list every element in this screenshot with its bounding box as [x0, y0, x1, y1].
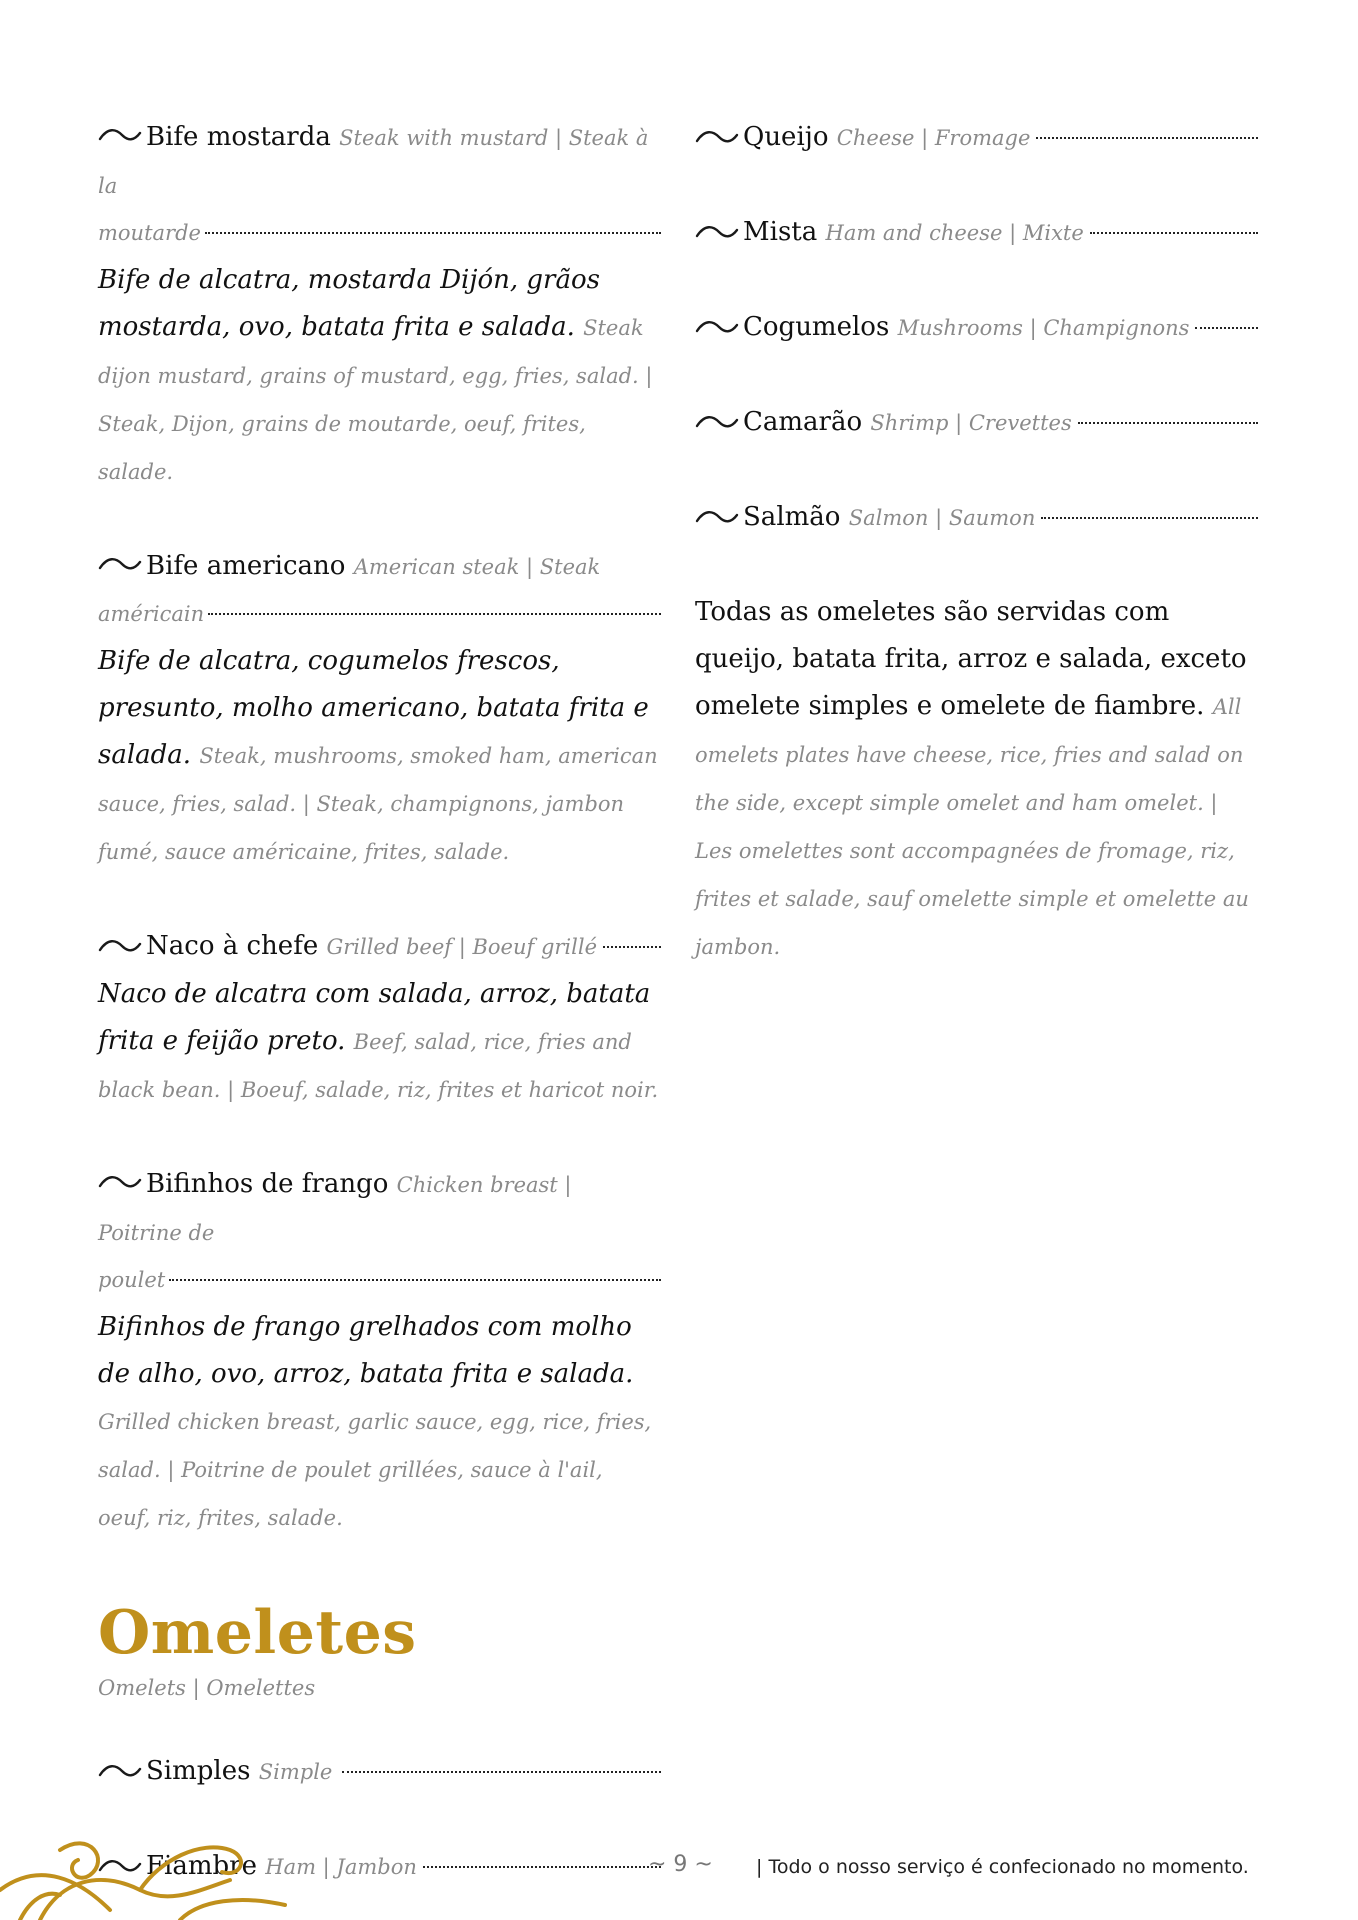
item-name: Bife mostarda	[146, 122, 331, 152]
tilde-ornament-icon	[98, 556, 142, 572]
item-description-pt: Bife de alcatra, mostarda Dijón, grãos mostarda, ovo, batata frita e salada.	[98, 265, 600, 342]
tilde-ornament-icon	[98, 938, 142, 954]
tilde-ornament-icon	[98, 1174, 142, 1190]
item-description-pt: Bife de alcatra, cogumelos frescos, presunto, molho americano, batata frita e salada.	[98, 646, 649, 770]
item-heading	[98, 114, 661, 210]
item-translation-cont: américain	[98, 602, 205, 626]
item-heading-cont	[98, 591, 661, 638]
item-heading	[695, 399, 1258, 447]
menu-item	[695, 304, 1258, 352]
dot-leader	[603, 946, 661, 948]
item-translation: Chicken breast | Poitrine de	[98, 1173, 572, 1245]
dot-leader	[205, 232, 661, 234]
item-name: Simples	[146, 1756, 251, 1786]
omelet-note	[695, 589, 1258, 971]
item-description-translation: Steak, mushrooms, smoked ham, american sauce, fries, salad. | Steak, champignons, jambon fumé, sauce américaine, frites, salade.	[98, 744, 658, 864]
item-heading	[695, 114, 1258, 162]
item-translation: Mushrooms | Champignons	[897, 316, 1190, 340]
item-heading	[98, 1748, 661, 1796]
item-name: Naco à chefe	[146, 931, 319, 961]
section-subtitle: Omelets | Omelettes	[98, 1676, 316, 1700]
dot-leader	[169, 1279, 661, 1281]
item-translation-cont: moutarde	[98, 221, 201, 245]
item-translation: American steak | Steak	[353, 555, 601, 579]
item-name: Cogumelos	[743, 312, 890, 342]
menu-item	[98, 1748, 661, 1796]
left-column	[98, 114, 661, 1891]
section-title: Omeletes	[98, 1598, 417, 1668]
item-name: Bifinhos de frango	[146, 1169, 389, 1199]
omelet-note-translation: All omelets plates have cheese, rice, fries and salad on the side, except simple omelet and ham omelet. | Les omelettes sont accompagnées de fromage, riz, frites et salade, sauf omelette simple et omelette au jambon.	[695, 695, 1249, 959]
tilde-ornament-icon	[98, 1763, 142, 1779]
item-heading	[98, 543, 661, 591]
item-translation: Shrimp | Crevettes	[870, 411, 1072, 435]
footer-note: | Todo o nosso serviço é confecionado no momento.	[756, 1856, 1249, 1878]
item-description-pt: Naco de alcatra com salada, arroz, batata frita e feijão preto.	[98, 979, 651, 1056]
dot-leader	[1090, 232, 1258, 234]
item-description	[98, 1304, 661, 1542]
item-heading	[695, 494, 1258, 542]
item-translation: Ham and cheese | Mixte	[825, 221, 1084, 245]
item-name: Mista	[743, 217, 818, 247]
item-name: Camarão	[743, 407, 863, 437]
tilde-ornament-icon	[98, 127, 142, 143]
item-description	[98, 257, 661, 496]
dot-leader	[1078, 422, 1258, 424]
item-description-pt: Bifinhos de frango grelhados com molho de alho, ovo, arroz, batata frita e salada.	[98, 1312, 634, 1389]
item-translation: Salmon | Saumon	[848, 506, 1036, 530]
item-heading	[98, 1161, 661, 1257]
dot-leader	[1195, 327, 1258, 329]
dot-leader	[1036, 137, 1258, 139]
item-description	[98, 971, 661, 1114]
item-description-translation: Beef, salad, rice, fries and black bean. | Boeuf, salade, riz, frites et haricot noir.	[98, 1030, 659, 1102]
tilde-ornament-icon	[695, 319, 739, 335]
dot-leader	[423, 1866, 661, 1868]
item-heading-cont	[98, 1257, 661, 1304]
flourish-ornament-icon	[0, 1820, 300, 1920]
item-heading	[98, 923, 661, 971]
dot-leader	[1041, 517, 1258, 519]
menu-item	[695, 494, 1258, 542]
tilde-ornament-icon	[695, 509, 739, 525]
item-name: Salmão	[743, 502, 841, 532]
menu-item	[98, 923, 661, 1114]
menu-item	[695, 209, 1258, 257]
item-translation: Grilled beef | Boeuf grillé	[326, 935, 598, 959]
menu-item	[98, 1161, 661, 1542]
menu-item	[695, 399, 1258, 447]
item-name: Queijo	[743, 122, 829, 152]
item-translation: Cheese | Fromage	[836, 126, 1031, 150]
item-heading	[695, 209, 1258, 257]
item-translation: Steak with mustard | Steak à la	[98, 126, 649, 198]
item-name: Bife americano	[146, 551, 346, 581]
menu-item	[98, 114, 661, 496]
item-translation-cont: poulet	[98, 1268, 166, 1292]
dot-leader	[208, 613, 661, 615]
page-number: ~ 9 ~	[648, 1852, 713, 1877]
tilde-ornament-icon	[695, 224, 739, 240]
right-column	[695, 114, 1258, 971]
item-heading-cont	[98, 210, 661, 257]
omelet-note-text: Todas as omeletes são servidas com queijo, batata frita, arroz e salada, exceto omelete simples e omelete de fiambre.	[695, 597, 1247, 721]
item-description	[98, 638, 661, 876]
item-heading	[695, 304, 1258, 352]
tilde-ornament-icon	[695, 414, 739, 430]
item-translation: Ham | Jambon	[265, 1855, 417, 1879]
item-translation: Simple	[258, 1760, 333, 1784]
item-description-translation: Steak dijon mustard, grains of mustard, egg, fries, salad. | Steak, Dijon, grains de moutarde, oeuf, frites, salade.	[98, 316, 653, 484]
dot-leader	[342, 1771, 661, 1773]
item-name: Fiambre	[146, 1851, 257, 1881]
tilde-ornament-icon	[695, 129, 739, 145]
menu-item	[98, 543, 661, 876]
menu-item	[695, 114, 1258, 162]
item-description-translation: Grilled chicken breast, garlic sauce, egg, rice, fries, salad. | Poitrine de poulet grillées, sauce à l'ail, oeuf, riz, frites, salade.	[98, 1410, 652, 1530]
